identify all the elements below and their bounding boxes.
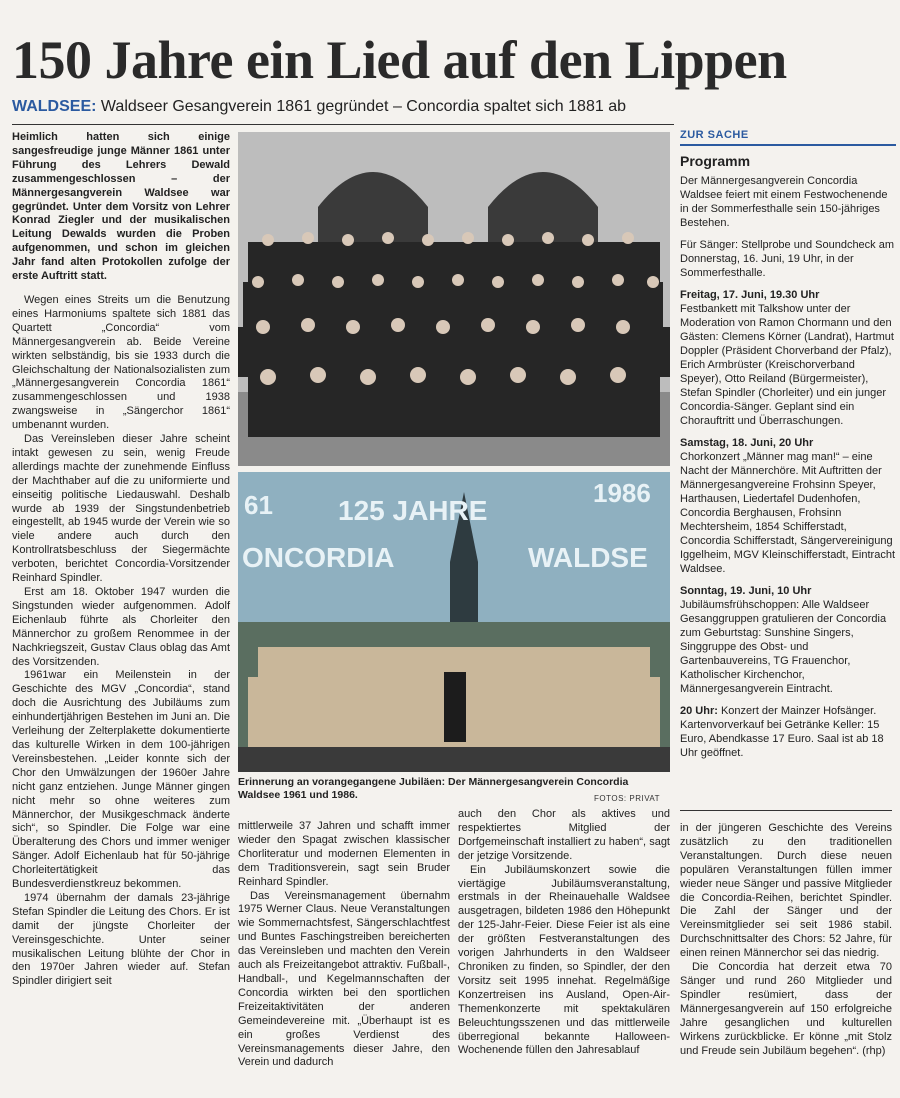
paragraph: Wegen eines Streits um die Benutzung eines Harmoniums spaltete sich 1881 das Quartett „Concordia“ vom Männergesangverein ab. Beide Vereine wirkten selbständig, bis sie 1933 durch die Gleichschaltung der Nationalsozialisten zum „Männergesangverein Concordia 1861“ zusammengeschlossen und 1938 zwangsweise in „Sängerchor 1861“ umbenannt wurden. [12, 293, 230, 432]
dateline-location: WALDSEE: [12, 98, 97, 115]
article-column-1 [12, 131, 230, 989]
event-item [680, 704, 896, 760]
paragraph: Die Concordia hat derzeit etwa 70 Sänger und rund 260 Mitglieder und Spindler resümiert, dass der Männergesangverein auf 150 erfolgreiche Jahre gesanglichen und kulturellen Wirkens zurückblicke. Er könne „mit Stolz und Freude sein Jubiläum begehen“. (rhp) [680, 961, 892, 1057]
info-box-heading: Programm [680, 153, 751, 169]
paragraph: Erst am 18. Oktober 1947 wurden die Singstunden wieder aufgenommen. Adolf Eichenlaub führte als Chorleiter den Männerchor zu großem Renommee in der Nachkriegszeit, Gustav Claus oblag das Amt des Vorsitzenden. [12, 586, 230, 668]
info-box-kicker: ZUR SACHE [680, 128, 896, 146]
event-item [680, 584, 896, 696]
choir-photo-1961 [238, 132, 670, 466]
sidebar-bottom-rule [680, 810, 892, 811]
choir-1986-illustration [238, 472, 670, 772]
event-date: Sonntag, 19. Juni, 10 Uhr [680, 585, 812, 597]
article-column-2 [238, 820, 450, 1070]
article-headline: 150 Jahre ein Lied auf den Lippen [12, 30, 787, 90]
event-text: Festbankett mit Talkshow unter der Moderation von Ramon Chormann und den Gästen: Clemens Körner (Landrat), Hartmut Doppler (Präsident Chorverband der Pfalz), Erich Armbrüster (Kreischorverband Speyer), Otto Reiland (Bürgermeister), Stefan Spindler (Chorleiter) und ein junger Concordia-Sänger. Geplant sind ein Chorauftritt und Überraschungen. [680, 303, 894, 427]
event-date: Samstag, 18. Juni, 20 Uhr [680, 437, 814, 449]
paragraph: Das Vereinsleben dieser Jahre scheint intakt gewesen zu sein, wenig Freude allerdings machte der zunehmende Einfluss der Machthaber auf die zu uniformierte und einseitig politische Liedauswahl. Deshalb wurde ab 1939 der Singstundenbetrieb eingestellt, ab 1945 wurde der Verein wie so viele andere auch durch den Kontrollratsbeschluss der Siegermächte verboten, berichtet Concordia-Vorsitzender Reinhard Spindler. [12, 433, 230, 585]
photo-text-right-word: WALDSE [528, 542, 648, 573]
event-text: Chorkonzert „Männer mag man!“ – eine Nacht der Männerchöre. Mit Auftritten der Männergesangvereine Frohsinn Speyer, Harthausen, Liedertafel Dudenhofen, Concordia Berghausen, Frohsinn Mechtersheim, 1854 Schifferstadt, Concordia Schifferstadt, Sängervereinigung Iggelheim, MGV Kleinschifferstadt, Eintracht Waldsee. [680, 451, 896, 575]
event-date: Freitag, 17. Juni, 19.30 Uhr [680, 289, 820, 301]
event-text: Jubiläumsfrühschoppen: Alle Waldseer Gesanggruppen gratulieren der Concordia zum Geburtstag: Sunshine Singers, Singgruppe des Obst- und Gartenbauvereins, TG Frauenchor, Katholischer Kirchenchor, Männergesangverein Eintracht. [680, 599, 887, 695]
paragraph: Das Vereinsmanagement übernahm 1975 Werner Claus. Neue Veranstaltungen wie Sommernachtsfest, Sängerschlachtfest und Buntes Faschingstreiben bereicherten das Vereinsleben und machten den Verein auch als Freizeitangebot attraktiv. Fußball-, Handball-, und Kegelmannschaften der Concordia wirkten bei den sportlichen Freizeitaktivitäten der anderen Gemeindevereine mit. „Überhaupt ist es ein großes Verdienst des Vereinsmanagements dieser Jahre, den Verein und dadurch [238, 889, 450, 1069]
photo-caption: Erinnerung an vorangegangene Jubiläen: Der Männergesangverein Concordia Waldsee 1961 und 1986. [238, 776, 629, 801]
paragraph: Ein Jubiläumskonzert sowie die viertägige Jubiläumsveranstaltung, erstmals in der Rheinauehalle Waldsee ausgetragen, bildeten 1986 den Höhepunkt der 125-Jahr-Feier. Diese Feier ist als eine der größten Festveranstaltungen des vorigen Jahrhunderts in den Waldseer Chroniken zu finden, so Spindler, der den Vorsitz seit 1995 innehat. Regelmäßige Konzertreisen ins Ausland, Open-Air-Themenkonzerte mit spektakulären Beleuchtungsszenen und das mittlerweile überregional bekannte Halloween-Wochenende füllen den Jahresablauf [458, 863, 670, 1057]
subheadline-text: Waldseer Gesangverein 1861 gegründet – Concordia spaltet sich 1881 ab [100, 98, 626, 115]
event-text: Konzert der Mainzer Hofsänger. Kartenvorverkauf bei Getränke Keller: 15 Euro, Abendkasse 17 Euro. Saal ist ab 18 Uhr geöffnet. [680, 705, 884, 759]
photo-text-banner: 125 JAHRE [338, 495, 488, 526]
photo-text-right-year: 1986 [593, 478, 651, 508]
info-box-intro: Der Männergesangverein Concordia Waldsee feiert mit einem Festwochenende in der Sommerfesthalle sein 150-jähriges Bestehen. [680, 175, 888, 229]
paragraph: 1974 übernahm der damals 23-jährige Stefan Spindler die Leitung des Chors. Er ist damit der jüngste Chorleiter der Vereinsgeschichte. Unter seiner musikalischen Leitung blühte der Chor in den 1970er Jahren wieder auf. Stefan Spindler dirigiert seit [12, 891, 230, 988]
article-lead: Heimlich hatten sich einige sangesfreudige junge Männer 1861 unter Führung des Lehrers Dewald zusammengeschlossen – der Männergesangverein Waldsee war gegründet. Unter dem Vorsitz von Lehrer Konrad Ziegler und der musikalischen Leitung Dewalds wurden die Proben aufgenommen, und schon im gleichen Jahr fand alten Protokollen zufolge der erste Auftritt statt. [12, 131, 230, 283]
article-column-3 [458, 808, 670, 1058]
photo-text-left-year: 61 [244, 490, 273, 520]
paragraph: auch den Chor als aktives und respektiertes Mitglied der Dorfgemeinschaft installiert zu haben“, sagt der jetzige Vorsitzende. [458, 808, 670, 862]
event-item [680, 288, 896, 428]
article-subheadline [12, 98, 892, 116]
photo-text-left-word: ONCORDIA [242, 542, 395, 573]
info-box-soundcheck: Für Sänger: Stellprobe und Soundcheck am Donnerstag, 16. Juni, 19 Uhr, in der Sommerfesthalle. [680, 239, 895, 279]
choir-1961-illustration [238, 132, 670, 466]
paragraph: 1961war ein Meilenstein in der Geschichte des MGV „Concordia“, stand doch die Ausrichtung des Jubiläums zum einhundertjährigen Bestehen im Juni an. Die Verleihung der Zelterplakette dokumentierte das kulturelle Wirken in dem 100-jährigen Vereinsbestehen. „Leider konnte sich der Chor den Umwälzungen der 1960er Jahre nicht ganz entziehen. Junge Männer gingen nicht mehr so ohne weiteres zum Männerchor, der Musikgeschmack änderte sich“, so Spindler. Die Folge war eine Überalterung des Chors und immer weniger Sänger. Adolf Eichenlaub hat für 50-jährige Chorleitertätigkeit das Bundesverdienstkreuz bekommen. [12, 669, 230, 891]
event-date: 20 Uhr: [680, 705, 718, 717]
paragraph: in der jüngeren Geschichte des Vereins zusätzlich zu den traditionellen Veranstaltungen. Durch diese neuen populären Veranstaltungen füllen immer wieder neue Sänger und passive Mitglieder die Concordia-Reihen, berichtet Spindler. Die Zahl der Sänger und der Vereinsmitglieder sei seit 1986 stabil. Durchschnittsalter des Chors: 52 Jahre, für einen reinen Männerchor sei das niedrig. [680, 822, 892, 960]
choir-photo-1986 [238, 472, 670, 772]
paragraph: mittlerweile 37 Jahren und schafft immer wieder den Spagat zwischen klassischer Chorliteratur und modernen Elementen in dem Traditionsverein, sagt sein Bruder Reinhard Spindler. [238, 820, 450, 888]
photo-credit: FOTOS: PRIVAT [594, 794, 661, 803]
event-item [680, 436, 896, 576]
headline-rule [12, 124, 674, 125]
article-column-4 [680, 822, 892, 1058]
info-box-programm [680, 128, 896, 768]
